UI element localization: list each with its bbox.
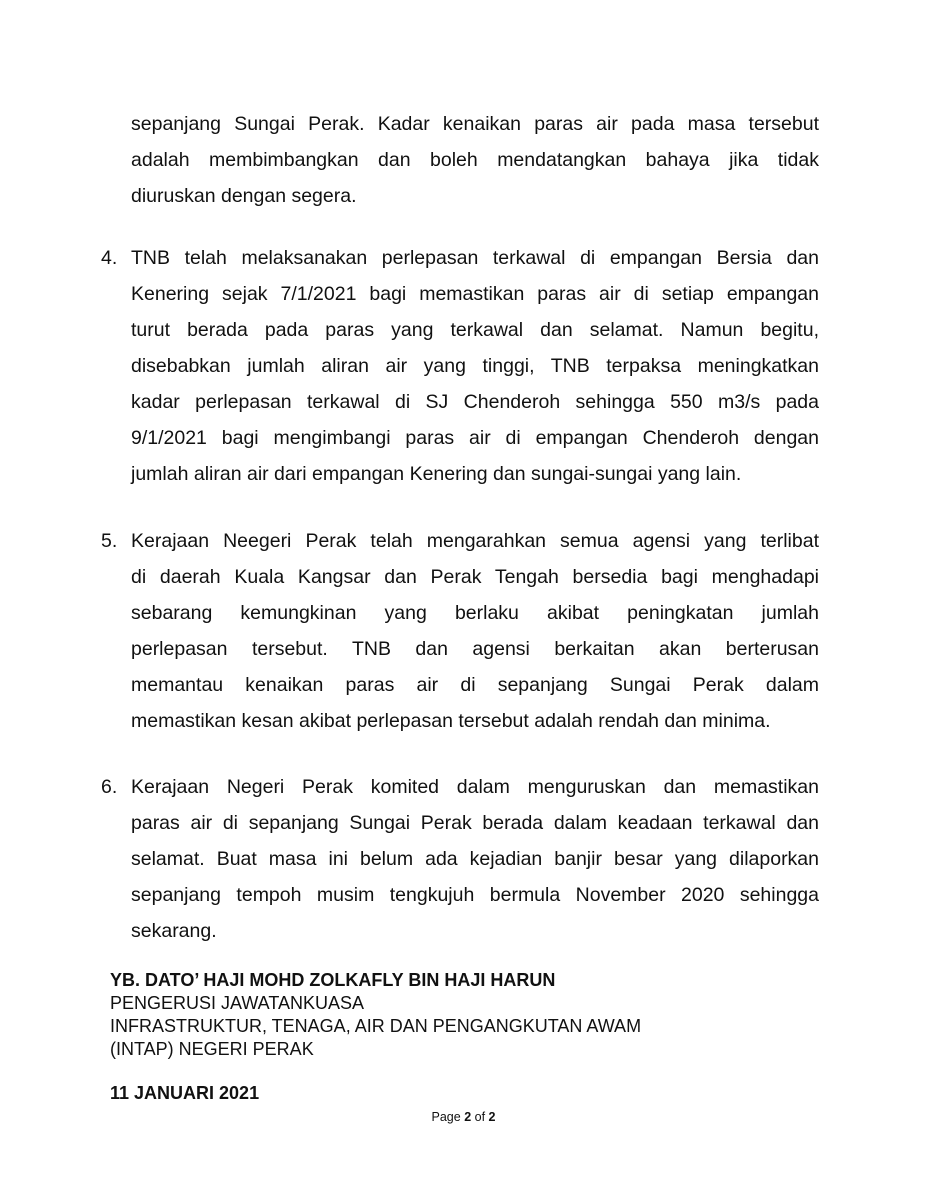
- paragraph-line: turut berada pada paras yang terkawal dan selamat. Namun begitu,: [131, 319, 819, 341]
- page-footer: [0, 1109, 927, 1125]
- of-word: of: [474, 1110, 486, 1124]
- signatory-title: PENGERUSI JAWATANKUASA: [110, 993, 365, 1013]
- signatory-title: INFRASTRUKTUR, TENAGA, AIR DAN PENGANGKUTAN AWAM: [110, 1016, 642, 1036]
- paragraph-line: paras air di sepanjang Sungai Perak berada dalam keadaan terkawal dan: [131, 812, 819, 834]
- paragraph-line: jumlah aliran air dari empangan Kenering dan sungai-sungai yang lain.: [131, 463, 742, 485]
- continuation-paragraph: [131, 106, 819, 214]
- paragraph-line: 9/1/2021 bagi mengimbangi paras air di empangan Chenderoh dengan: [131, 427, 819, 449]
- signatory-name: YB. DATO’ HAJI MOHD ZOLKAFLY BIN HAJI HARUN: [110, 970, 556, 990]
- item-number: 5.: [101, 530, 118, 552]
- paragraph-line: TNB telah melaksanakan perlepasan terkawal di empangan Bersia dan: [131, 247, 819, 269]
- paragraph-line: Kerajaan Neegeri Perak telah mengarahkan semua agensi yang terlibat: [131, 530, 819, 552]
- signature-block: [110, 969, 641, 1061]
- item-paragraph: [131, 240, 819, 492]
- paragraph-line: disebabkan jumlah aliran air yang tinggi, TNB terpaksa meningkatkan: [131, 355, 819, 377]
- paragraph-line: memantau kenaikan paras air di sepanjang Sungai Perak dalam: [131, 674, 819, 696]
- item-number: 4.: [101, 247, 118, 269]
- paragraph-line: diuruskan dengan segera.: [131, 185, 357, 207]
- document-date: 11 JANUARI 2021: [110, 1083, 260, 1103]
- item-paragraph: [131, 769, 819, 949]
- paragraph-line: sepanjang Sungai Perak. Kadar kenaikan paras air pada masa tersebut: [131, 113, 819, 135]
- total-pages-number: 2: [488, 1110, 496, 1124]
- paragraph-line: Kenering sejak 7/1/2021 bagi memastikan paras air di setiap empangan: [131, 283, 819, 305]
- paragraph-line: Kerajaan Negeri Perak komited dalam menguruskan dan memastikan: [131, 776, 819, 798]
- paragraph-line: sebarang kemungkinan yang berlaku akibat peningkatan jumlah: [131, 602, 819, 624]
- paragraph-line: di daerah Kuala Kangsar dan Perak Tengah bersedia bagi menghadapi: [131, 566, 819, 588]
- paragraph-line: adalah membimbangkan dan boleh mendatangkan bahaya jika tidak: [131, 149, 819, 171]
- item-paragraph: [131, 523, 819, 739]
- page-word: Page: [431, 1110, 461, 1124]
- item-number: 6.: [101, 776, 118, 798]
- signatory-title: (INTAP) NEGERI PERAK: [110, 1039, 314, 1059]
- paragraph-line: selamat. Buat masa ini belum ada kejadian banjir besar yang dilaporkan: [131, 848, 819, 870]
- paragraph-line: memastikan kesan akibat perlepasan tersebut adalah rendah dan minima.: [131, 710, 771, 732]
- paragraph-line: sekarang.: [131, 920, 217, 942]
- paragraph-line: perlepasan tersebut. TNB dan agensi berkaitan akan berterusan: [131, 638, 819, 660]
- current-page-number: 2: [464, 1110, 472, 1124]
- paragraph-line: sepanjang tempoh musim tengkujuh bermula November 2020 sehingga: [131, 884, 819, 906]
- paragraph-line: kadar perlepasan terkawal di SJ Chenderoh sehingga 550 m3/s pada: [131, 391, 819, 413]
